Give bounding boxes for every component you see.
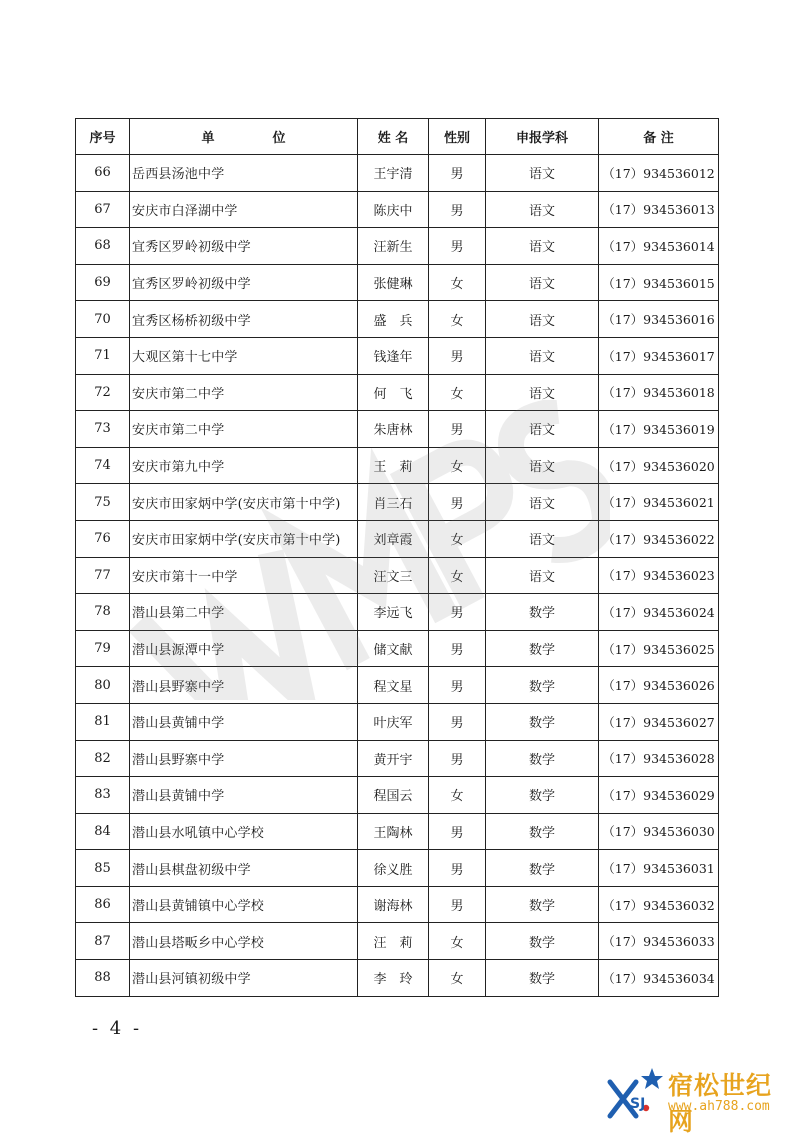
cell-note: （17）934536024 [599,594,719,631]
table-row [76,374,719,411]
cell-note: （17）934536023 [599,557,719,594]
cell-name: 黄开宇 [358,740,429,777]
cell-unit: 潜山县水吼镇中心学校 [130,813,358,850]
cell-index: 79 [76,630,130,667]
cell-unit: 安庆市第二中学 [130,411,358,448]
cell-index: 71 [76,337,130,374]
table-row [76,301,719,338]
cell-name: 钱逢年 [358,337,429,374]
cell-gender: 男 [429,191,486,228]
cell-gender: 男 [429,484,486,521]
cell-unit: 宜秀区罗岭初级中学 [130,228,358,265]
cell-note: （17）934536031 [599,850,719,887]
cell-subject: 语文 [486,520,599,557]
cell-gender: 男 [429,594,486,631]
table-row [76,630,719,667]
cell-note: （17）934536028 [599,740,719,777]
cell-index: 68 [76,228,130,265]
cell-subject: 语文 [486,264,599,301]
cell-name: 张健琳 [358,264,429,301]
logo-url-text: www.ah788.com [668,1099,770,1114]
cell-unit: 潜山县黄铺中学 [130,703,358,740]
cell-name: 王 莉 [358,447,429,484]
table-row [76,740,719,777]
header-name: 姓 名 [358,119,429,155]
cell-gender: 女 [429,960,486,997]
cell-unit: 潜山县棋盘初级中学 [130,850,358,887]
cell-subject: 语文 [486,155,599,192]
cell-note: （17）934536030 [599,813,719,850]
table-row [76,155,719,192]
cell-subject: 数学 [486,777,599,814]
table-row [76,520,719,557]
cell-note: （17）934536015 [599,264,719,301]
cell-gender: 女 [429,923,486,960]
cell-gender: 女 [429,777,486,814]
cell-note: （17）934536033 [599,923,719,960]
table-row [76,264,719,301]
cell-index: 81 [76,703,130,740]
cell-index: 85 [76,850,130,887]
cell-note: （17）934536027 [599,703,719,740]
table-row [76,411,719,448]
cell-unit: 安庆市白泽湖中学 [130,191,358,228]
cell-unit: 潜山县黄铺中学 [130,777,358,814]
cell-index: 78 [76,594,130,631]
cell-unit: 大观区第十七中学 [130,337,358,374]
cell-note: （17）934536017 [599,337,719,374]
cell-subject: 数学 [486,630,599,667]
cell-note: （17）934536014 [599,228,719,265]
cell-unit: 宜秀区杨桥初级中学 [130,301,358,338]
cell-index: 76 [76,520,130,557]
cell-index: 70 [76,301,130,338]
cell-note: （17）934536029 [599,777,719,814]
cell-subject: 数学 [486,740,599,777]
cell-name: 王宇清 [358,155,429,192]
cell-unit: 潜山县野寨中学 [130,667,358,704]
cell-name: 汪文三 [358,557,429,594]
cell-subject: 语文 [486,484,599,521]
cell-gender: 男 [429,411,486,448]
cell-unit: 潜山县黄铺镇中心学校 [130,886,358,923]
cell-unit: 安庆市第二中学 [130,374,358,411]
cell-note: （17）934536016 [599,301,719,338]
cell-index: 77 [76,557,130,594]
cell-subject: 数学 [486,960,599,997]
cell-gender: 女 [429,301,486,338]
cell-note: （17）934536013 [599,191,719,228]
cell-gender: 男 [429,703,486,740]
cell-unit: 安庆市田家炳中学(安庆市第十中学) [130,484,358,521]
table-row [76,667,719,704]
logo-brand-text: 宿松世纪网 [668,1071,773,1136]
table-row [76,447,719,484]
cell-note: （17）934536025 [599,630,719,667]
cell-index: 69 [76,264,130,301]
cell-subject: 语文 [486,557,599,594]
cell-index: 86 [76,886,130,923]
cell-unit: 潜山县第二中学 [130,594,358,631]
cell-index: 75 [76,484,130,521]
cell-note: （17）934536026 [599,667,719,704]
cell-index: 84 [76,813,130,850]
cell-note: （17）934536012 [599,155,719,192]
cell-note: （17）934536019 [599,411,719,448]
table-row [76,191,719,228]
cell-gender: 女 [429,374,486,411]
header-note: 备 注 [599,119,719,155]
cell-gender: 女 [429,447,486,484]
table-row [76,594,719,631]
cell-name: 李 玲 [358,960,429,997]
cell-name: 汪新生 [358,228,429,265]
cell-subject: 语文 [486,411,599,448]
cell-subject: 数学 [486,923,599,960]
cell-gender: 女 [429,520,486,557]
cell-subject: 语文 [486,447,599,484]
table-row [76,557,719,594]
cell-subject: 数学 [486,703,599,740]
cell-note: （17）934536022 [599,520,719,557]
cell-gender: 男 [429,667,486,704]
table-row [76,850,719,887]
cell-name: 李远飞 [358,594,429,631]
header-index: 序号 [76,119,130,155]
cell-note: （17）934536020 [599,447,719,484]
cell-note: （17）934536034 [599,960,719,997]
table-row [76,813,719,850]
cell-unit: 潜山县塔畈乡中心学校 [130,923,358,960]
cell-name: 汪 莉 [358,923,429,960]
cell-index: 83 [76,777,130,814]
cell-name: 程国云 [358,777,429,814]
cell-gender: 男 [429,813,486,850]
cell-gender: 男 [429,850,486,887]
cell-subject: 语文 [486,228,599,265]
table-row [76,228,719,265]
table-row [76,960,719,997]
page-number: - 4 - [92,1018,143,1039]
cell-gender: 男 [429,630,486,667]
cell-gender: 女 [429,264,486,301]
cell-index: 74 [76,447,130,484]
cell-name: 谢海林 [358,886,429,923]
cell-unit: 潜山县河镇初级中学 [130,960,358,997]
cell-index: 88 [76,960,130,997]
cell-name: 盛 兵 [358,301,429,338]
header-gender: 性别 [429,119,486,155]
cell-gender: 女 [429,557,486,594]
cell-index: 73 [76,411,130,448]
cell-index: 67 [76,191,130,228]
cell-note: （17）934536018 [599,374,719,411]
cell-unit: 潜山县源潭中学 [130,630,358,667]
cell-gender: 男 [429,886,486,923]
cell-index: 80 [76,667,130,704]
cell-note: （17）934536032 [599,886,719,923]
header-subject: 申报学科 [486,119,599,155]
cell-subject: 语文 [486,301,599,338]
cell-subject: 数学 [486,886,599,923]
cell-name: 朱唐林 [358,411,429,448]
cell-name: 程文星 [358,667,429,704]
cell-unit: 宜秀区罗岭初级中学 [130,264,358,301]
logo-emblem-text: SJ [630,1096,646,1112]
cell-note: （17）934536021 [599,484,719,521]
cell-subject: 数学 [486,594,599,631]
cell-subject: 语文 [486,374,599,411]
header-unit-char-2: 位 [272,131,286,146]
cell-subject: 数学 [486,850,599,887]
table-row [76,777,719,814]
table-row [76,886,719,923]
table-row [76,703,719,740]
cell-name: 何 飞 [358,374,429,411]
table-row [76,923,719,960]
header-unit-char-1: 单 [201,131,215,146]
cell-unit: 安庆市第十一中学 [130,557,358,594]
table-row [76,337,719,374]
cell-unit: 安庆市第九中学 [130,447,358,484]
cell-name: 储文献 [358,630,429,667]
cell-gender: 男 [429,228,486,265]
cell-index: 72 [76,374,130,411]
cell-name: 王陶林 [358,813,429,850]
cell-name: 肖三石 [358,484,429,521]
cell-name: 徐义胜 [358,850,429,887]
cell-name: 刘章霞 [358,520,429,557]
cell-index: 87 [76,923,130,960]
cell-index: 66 [76,155,130,192]
teacher-roster-table [75,118,719,997]
table-row [76,484,719,521]
cell-unit: 岳西县汤池中学 [130,155,358,192]
cell-gender: 男 [429,740,486,777]
cell-index: 82 [76,740,130,777]
cell-subject: 语文 [486,337,599,374]
logo-star-icon [641,1068,663,1089]
cell-gender: 男 [429,155,486,192]
table-header-row [76,119,719,155]
cell-unit: 潜山县野寨中学 [130,740,358,777]
cell-name: 陈庆中 [358,191,429,228]
cell-subject: 数学 [486,667,599,704]
header-unit [130,119,358,155]
cell-gender: 男 [429,337,486,374]
cell-name: 叶庆军 [358,703,429,740]
cell-unit: 安庆市田家炳中学(安庆市第十中学) [130,520,358,557]
cell-subject: 语文 [486,191,599,228]
cell-subject: 数学 [486,813,599,850]
